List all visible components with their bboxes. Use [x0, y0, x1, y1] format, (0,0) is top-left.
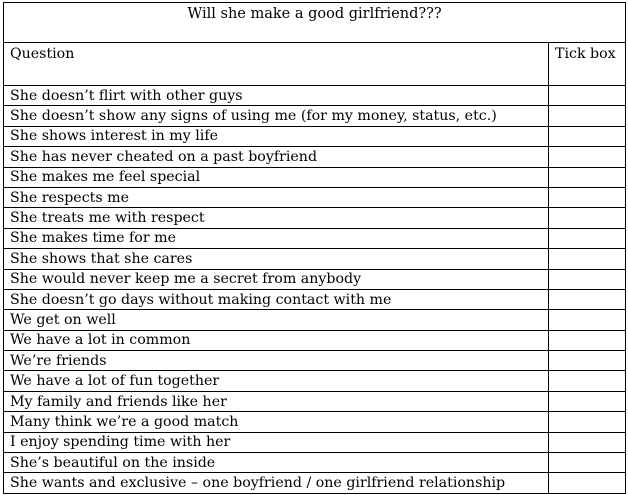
tick-box-cell[interactable]: [549, 351, 626, 371]
question-row: [4, 147, 626, 167]
question-row: [4, 371, 626, 391]
question-row: [4, 106, 626, 126]
tick-box-cell[interactable]: [549, 330, 626, 350]
tick-box-cell[interactable]: [549, 187, 626, 207]
tick-box-cell[interactable]: [549, 289, 626, 309]
tick-box-cell[interactable]: [549, 371, 626, 391]
question-text: We have a lot in common: [4, 330, 549, 350]
title-row: [4, 3, 626, 43]
tick-box-cell[interactable]: [549, 269, 626, 289]
question-text: She makes time for me: [4, 228, 549, 248]
question-row: [4, 330, 626, 350]
question-row: [4, 187, 626, 207]
question-text: She doesn’t flirt with other guys: [4, 86, 549, 106]
tick-box-column-header: Tick box: [549, 43, 626, 86]
question-text: We’re friends: [4, 351, 549, 371]
question-text: We get on well: [4, 310, 549, 330]
question-text: She’s beautiful on the inside: [4, 453, 549, 473]
tick-box-cell[interactable]: [549, 391, 626, 411]
question-row: [4, 228, 626, 248]
question-text: She wants and exclusive – one boyfriend / one girlfriend relationship: [4, 473, 549, 493]
question-row: [4, 208, 626, 228]
tick-box-cell[interactable]: [549, 412, 626, 432]
tick-box-cell[interactable]: [549, 249, 626, 269]
question-text: I enjoy spending time with her: [4, 432, 549, 452]
question-text: She respects me: [4, 187, 549, 207]
girlfriend-checklist-table: [3, 2, 626, 494]
question-row: [4, 351, 626, 371]
tick-box-cell[interactable]: [549, 106, 626, 126]
tick-box-cell[interactable]: [549, 86, 626, 106]
tick-box-cell[interactable]: [549, 473, 626, 493]
tick-box-cell[interactable]: [549, 453, 626, 473]
question-row: [4, 453, 626, 473]
question-text: She would never keep me a secret from anybody: [4, 269, 549, 289]
tick-box-cell[interactable]: [549, 432, 626, 452]
tick-box-cell[interactable]: [549, 228, 626, 248]
question-text: She has never cheated on a past boyfriend: [4, 147, 549, 167]
tick-box-cell[interactable]: [549, 126, 626, 146]
question-row: [4, 310, 626, 330]
question-text: Many think we’re a good match: [4, 412, 549, 432]
tick-box-cell[interactable]: [549, 147, 626, 167]
question-row: [4, 412, 626, 432]
question-text: She doesn’t show any signs of using me (for my money, status, etc.): [4, 106, 549, 126]
document-title: Will she make a good girlfriend???: [4, 3, 626, 43]
tick-box-cell[interactable]: [549, 167, 626, 187]
question-row: [4, 126, 626, 146]
tick-box-cell[interactable]: [549, 310, 626, 330]
question-text: She doesn’t go days without making contact with me: [4, 289, 549, 309]
question-row: [4, 86, 626, 106]
question-row: [4, 249, 626, 269]
question-text: She shows interest in my life: [4, 126, 549, 146]
header-row: [4, 43, 626, 86]
question-text: She treats me with respect: [4, 208, 549, 228]
question-column-header: Question: [4, 43, 549, 86]
question-text: We have a lot of fun together: [4, 371, 549, 391]
question-row: [4, 269, 626, 289]
question-text: She shows that she cares: [4, 249, 549, 269]
question-row: [4, 432, 626, 452]
question-row: [4, 391, 626, 411]
tick-box-cell[interactable]: [549, 208, 626, 228]
question-text: She makes me feel special: [4, 167, 549, 187]
question-row: [4, 167, 626, 187]
question-row: [4, 473, 626, 493]
question-row: [4, 289, 626, 309]
question-text: My family and friends like her: [4, 391, 549, 411]
